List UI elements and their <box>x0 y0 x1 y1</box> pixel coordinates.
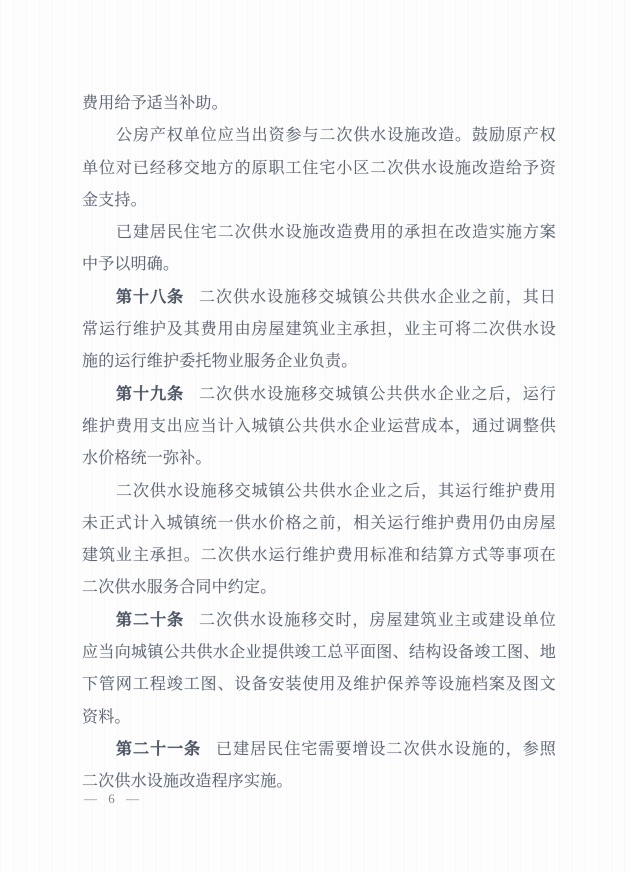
text-line <box>82 572 556 604</box>
text-line <box>82 346 556 378</box>
line-text: 二次供水服务合同中约定。 <box>82 579 277 597</box>
text-line <box>82 734 556 766</box>
line-text: 建筑业主承担。二次供水运行维护费用标准和结算方式等事项在 <box>82 547 556 565</box>
line-text: 未正式计入城镇统一供水价格之前，相关运行维护费用仍由房屋 <box>82 514 556 532</box>
article-number-label: 第二十一条 <box>116 740 202 758</box>
line-text: 二次供水设施移交城镇公共供水企业之后，其运行维护费用 <box>116 482 556 500</box>
line-text: 资料。 <box>82 708 131 726</box>
text-line <box>82 766 556 798</box>
line-text: 二次供水设施移交时，房屋建筑业主或建设单位 <box>198 611 556 629</box>
line-text: 已建居民住宅二次供水设施改造费用的承担在改造实施方案 <box>116 224 556 242</box>
text-line <box>82 637 556 669</box>
line-text: 单位对已经移交地方的原职工住宅小区二次供水设施改造给予资 <box>82 159 556 177</box>
text-line <box>82 411 556 443</box>
line-text: 二次供水设施移交城镇公共供水企业之前，其日 <box>198 288 556 306</box>
line-text: 公房产权单位应当出资参与二次供水设施改造。鼓励原产权 <box>116 127 556 145</box>
text-line <box>82 669 556 701</box>
text-line <box>82 702 556 734</box>
line-text: 应当向城镇公共供水企业提供竣工总平面图、结构设备竣工图、地 <box>82 644 556 662</box>
line-text: 已建居民住宅需要增设二次供水设施的，参照 <box>215 740 556 758</box>
document-body-text <box>82 88 556 799</box>
text-line <box>82 443 556 475</box>
line-text: 常运行维护及其费用由房屋建筑业主承担，业主可将二次供水设 <box>82 321 556 339</box>
line-text: 施的运行维护委托物业服务企业负责。 <box>82 353 358 371</box>
line-text: 二次供水设施改造程序实施。 <box>82 773 293 791</box>
text-line <box>82 185 556 217</box>
article-number-label: 第二十条 <box>116 611 185 629</box>
text-line <box>82 217 556 249</box>
line-text: 维护费用支出应当计入城镇公共供水企业运营成本，通过调整供 <box>82 417 556 435</box>
line-text: 下管网工程竣工图、设备安装使用及维护保养等设施档案及图文 <box>82 676 556 694</box>
text-line <box>82 379 556 411</box>
page-number: — 6 — <box>84 791 143 806</box>
text-line <box>82 282 556 314</box>
text-line <box>82 88 556 120</box>
text-line <box>82 508 556 540</box>
line-text: 二次供水设施移交城镇公共供水企业之后，运行 <box>198 385 556 403</box>
line-text: 中予以明确。 <box>82 256 180 274</box>
line-text: 金支持。 <box>82 191 147 209</box>
text-line <box>82 476 556 508</box>
text-line <box>82 540 556 572</box>
text-line <box>82 314 556 346</box>
text-line <box>82 605 556 637</box>
line-text: 费用给予适当补助。 <box>82 95 228 112</box>
line-text: 水价格统一弥补。 <box>82 450 212 468</box>
text-line <box>82 249 556 281</box>
text-line <box>82 153 556 185</box>
text-line <box>82 120 556 152</box>
article-number-label: 第十八条 <box>116 288 185 306</box>
article-number-label: 第十九条 <box>116 385 185 403</box>
